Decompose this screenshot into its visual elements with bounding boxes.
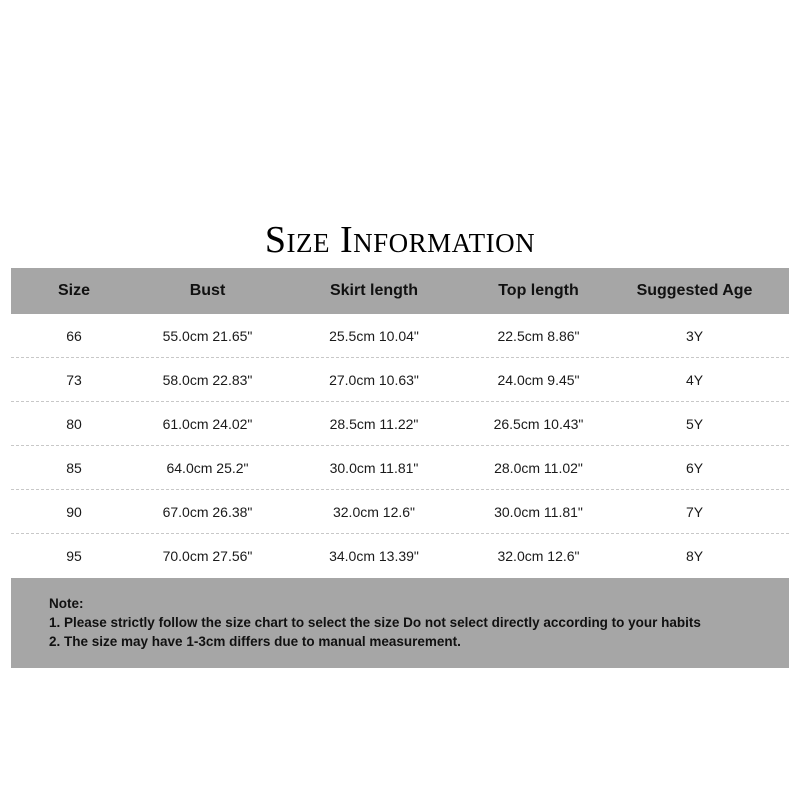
cell-size: 90	[66, 504, 82, 520]
cell-top-length: 26.5cm 10.43"	[493, 416, 584, 432]
cell-skirt-length: 32.0cm 12.6"	[332, 504, 416, 520]
cell-size: 80	[66, 416, 82, 432]
cell-size: 85	[66, 460, 82, 476]
table-row	[11, 358, 789, 402]
page-title: Size Information	[264, 219, 536, 261]
cell-skirt-length: 30.0cm 11.81"	[329, 460, 419, 476]
cell-top-length: 22.5cm 8.86"	[497, 328, 580, 344]
size-table	[11, 268, 789, 578]
header-skirt-length: Skirt length	[329, 282, 418, 299]
cell-size: 66	[66, 328, 82, 344]
header-bust: Bust	[189, 282, 226, 299]
cell-bust: 58.0cm 22.83"	[162, 372, 253, 388]
cell-skirt-length: 25.5cm 10.04"	[329, 328, 419, 344]
cell-size: 95	[66, 548, 82, 564]
note-box	[11, 578, 789, 668]
cell-top-length: 24.0cm 9.45"	[497, 372, 580, 388]
header-top-length: Top length	[498, 282, 579, 299]
note-line-1: 1. Please strictly follow the size chart to select the size Do not select directly according to your habits	[49, 615, 701, 630]
cell-top-length: 32.0cm 12.6"	[497, 548, 580, 564]
cell-suggested-age: 6Y	[685, 460, 704, 476]
cell-suggested-age: 5Y	[685, 416, 704, 432]
cell-bust: 55.0cm 21.65"	[162, 328, 253, 344]
cell-suggested-age: 3Y	[685, 328, 704, 344]
cell-skirt-length: 28.5cm 11.22"	[329, 416, 419, 432]
cell-suggested-age: 4Y	[685, 372, 704, 388]
cell-suggested-age: 8Y	[685, 548, 704, 564]
cell-bust: 70.0cm 27.56"	[162, 548, 253, 564]
table-row	[11, 446, 789, 490]
cell-bust: 67.0cm 26.38"	[162, 504, 253, 520]
table-header	[11, 268, 789, 314]
note-line-2: 2. The size may have 1-3cm differs due to manual measurement.	[49, 634, 461, 649]
table-row	[11, 402, 789, 446]
header-size: Size	[57, 282, 90, 299]
cell-top-length: 28.0cm 11.02"	[494, 460, 583, 476]
table-row	[11, 534, 789, 578]
cell-skirt-length: 34.0cm 13.39"	[329, 548, 419, 564]
cell-top-length: 30.0cm 11.81"	[494, 504, 583, 520]
table-row	[11, 490, 789, 534]
cell-bust: 61.0cm 24.02"	[162, 416, 253, 432]
cell-skirt-length: 27.0cm 10.63"	[329, 372, 419, 388]
cell-size: 73	[66, 372, 82, 388]
table-row	[11, 314, 789, 358]
cell-bust: 64.0cm 25.2"	[166, 460, 249, 476]
note-heading: Note:	[49, 596, 84, 611]
cell-suggested-age: 7Y	[685, 504, 704, 520]
header-suggested-age: Suggested Age	[636, 282, 753, 299]
